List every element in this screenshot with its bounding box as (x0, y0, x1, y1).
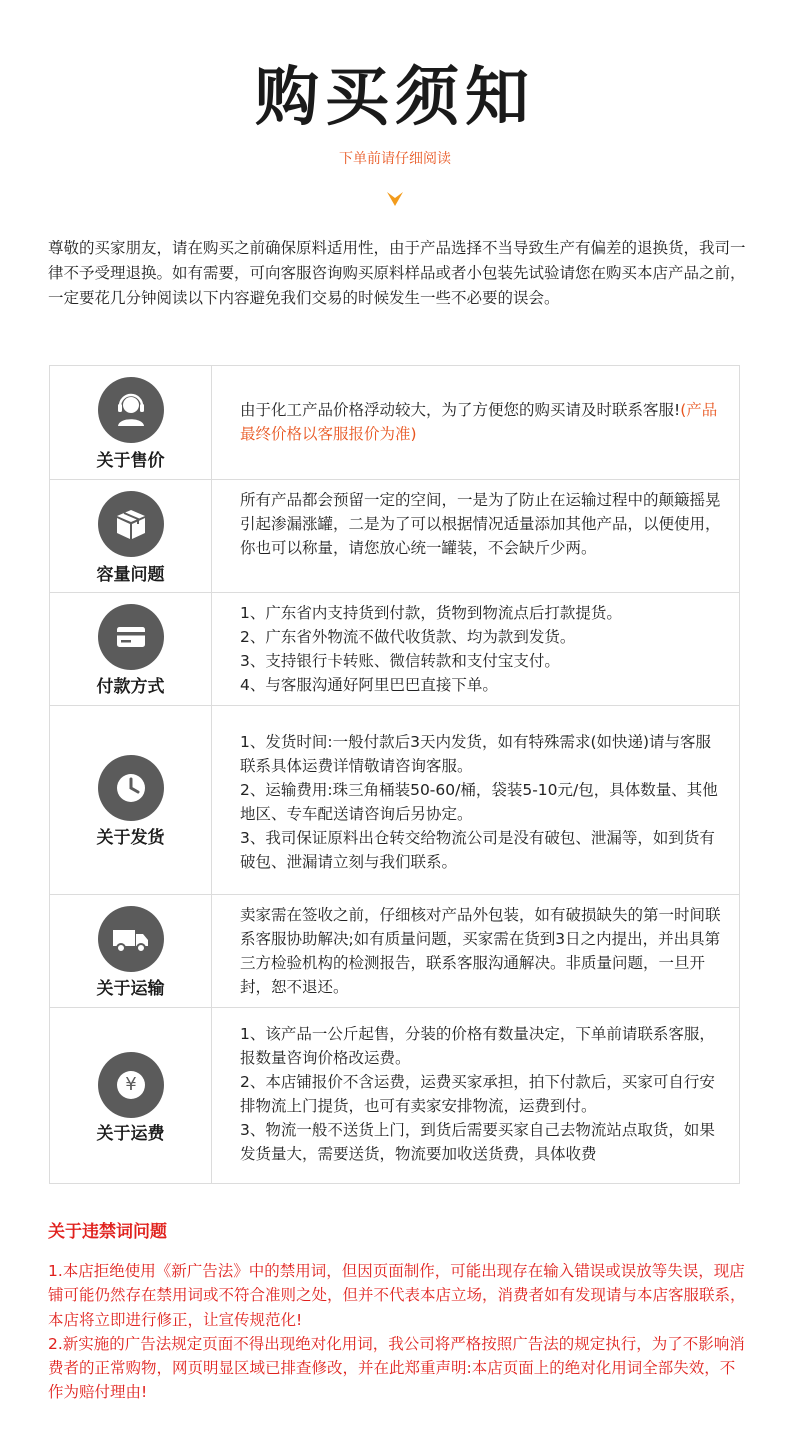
section-text: 所有产品都会预留一定的空间，一是为了防止在运输过程中的颠簸摇晃引起渗漏涨罐，二是为了可以根据情况适量添加其他产品，以便使用，你也可以称量，请您放心统一罐装，不会缺斤少两。 (240, 491, 721, 557)
banned-words-body (48, 1259, 748, 1405)
page-title: 购买须知 (255, 61, 535, 135)
customer-service-icon (98, 377, 164, 443)
section-line: 1、该产品一公斤起售，分装的价格有数量决定，下单前请联系客服，报数量咨询价格改运费。 (240, 1025, 715, 1067)
section-line: 1、广东省内支持货到付款，货物到物流点后打款提货。 (240, 604, 622, 622)
section-label: 关于运费 (96, 1124, 165, 1144)
chevron-down-icon (385, 188, 405, 208)
section-line: 2、本店铺报价不含运费，运费买家承担，拍下付款后，买家可自行安排物流上门提货，也可有卖家安排物流，运费到付。 (240, 1073, 715, 1115)
section-text: 由于化工产品价格浮动较大，为了方便您的购买请及时联系客服!(产品最终价格以客服报价为准) (240, 401, 718, 443)
section-row-freight (50, 1008, 739, 1183)
notice-table (49, 365, 740, 1184)
box-icon (98, 491, 164, 557)
section-label: 关于售价 (96, 451, 165, 471)
page-subtitle: 下单前请仔细阅读 (339, 151, 451, 167)
price-highlight: (产品最终价格以客服报价为准) (240, 401, 718, 443)
section-line: 2、运输费用:珠三角桶装50-60/桶，袋装5-10元/包，具体数量、其他地区、专车配送请咨询后另协定。 (240, 781, 718, 823)
section-label: 付款方式 (96, 677, 165, 697)
section-line: 3、支持银行卡转账、微信转款和支付宝支付。 (240, 652, 560, 670)
intro-paragraph: 尊敬的买家朋友，请在购买之前确保原料适用性，由于产品选择不当导致生产有偏差的退换货，我司一律不予受理退换。如有需要，可向客服咨询购买原料样品或者小包装先试验请您在购买本店产品之前，一定要花几分钟阅读以下内容避免我们交易的时候发生一些不必要的误会。 (48, 239, 746, 307)
section-row-capacity (50, 480, 739, 593)
section-text: 卖家需在签收之前，仔细核对产品外包装，如有破损缺失的第一时间联系客服协助解决;如有质量问题，买家需在货到3日之内提出，并出具第三方检验机构的检测报告，联系客服沟通解决。非质量问题，一旦开封，恕不退还。 (240, 906, 721, 996)
yuan-glyph: ¥ (125, 1074, 137, 1095)
section-label: 关于运输 (96, 979, 165, 999)
section-row-shipping (50, 706, 739, 895)
banned-words-paragraph: 2.新实施的广告法规定页面不得出现绝对化用词，我公司将严格按照广告法的规定执行，为了不影响消费者的正常购物，网页明显区域已排查修改，并在此郑重声明:本店页面上的绝对化用词全部失效，不作为赔付理由! (48, 1334, 745, 1402)
section-line: 1、发货时间:一般付款后3天内发货，如有特殊需求(如快递)请与客服联系具体运费详情敬请咨询客服。 (240, 733, 712, 775)
section-line: 4、与客服沟通好阿里巴巴直接下单。 (240, 676, 498, 694)
clock-icon (98, 755, 164, 821)
truck-icon (98, 906, 164, 972)
credit-card-icon (98, 604, 164, 670)
section-label: 关于发货 (96, 828, 165, 848)
section-row-transport (50, 895, 739, 1008)
section-label: 容量问题 (96, 565, 165, 585)
yuan-icon (98, 1052, 164, 1118)
section-line: 3、我司保证原料出仓转交给物流公司是没有破包、泄漏等，如到货有破包、泄漏请立刻与我们联系。 (240, 829, 715, 871)
banned-words-paragraph: 1.本店拒绝使用《新广告法》中的禁用词，但因页面制作，可能出现存在输入错误或误放等失误，现店铺可能仍然存在禁用词或不符合准则之处，但并不代表本店立场，消费者如有发现请与本店客服联系，本店将立即进行修正，让宣传规范化! (48, 1262, 746, 1329)
section-line: 2、广东省外物流不做代收货款、均为款到发货。 (240, 628, 576, 646)
section-line: 3、物流一般不送货上门，到货后需要买家自己去物流站点取货，如果发货量大，需要送货，物流要加收送货费，具体收费 (240, 1121, 715, 1163)
banned-words-title: 关于违禁词问题 (48, 1222, 167, 1242)
section-row-price (50, 366, 739, 480)
section-row-payment (50, 593, 739, 706)
